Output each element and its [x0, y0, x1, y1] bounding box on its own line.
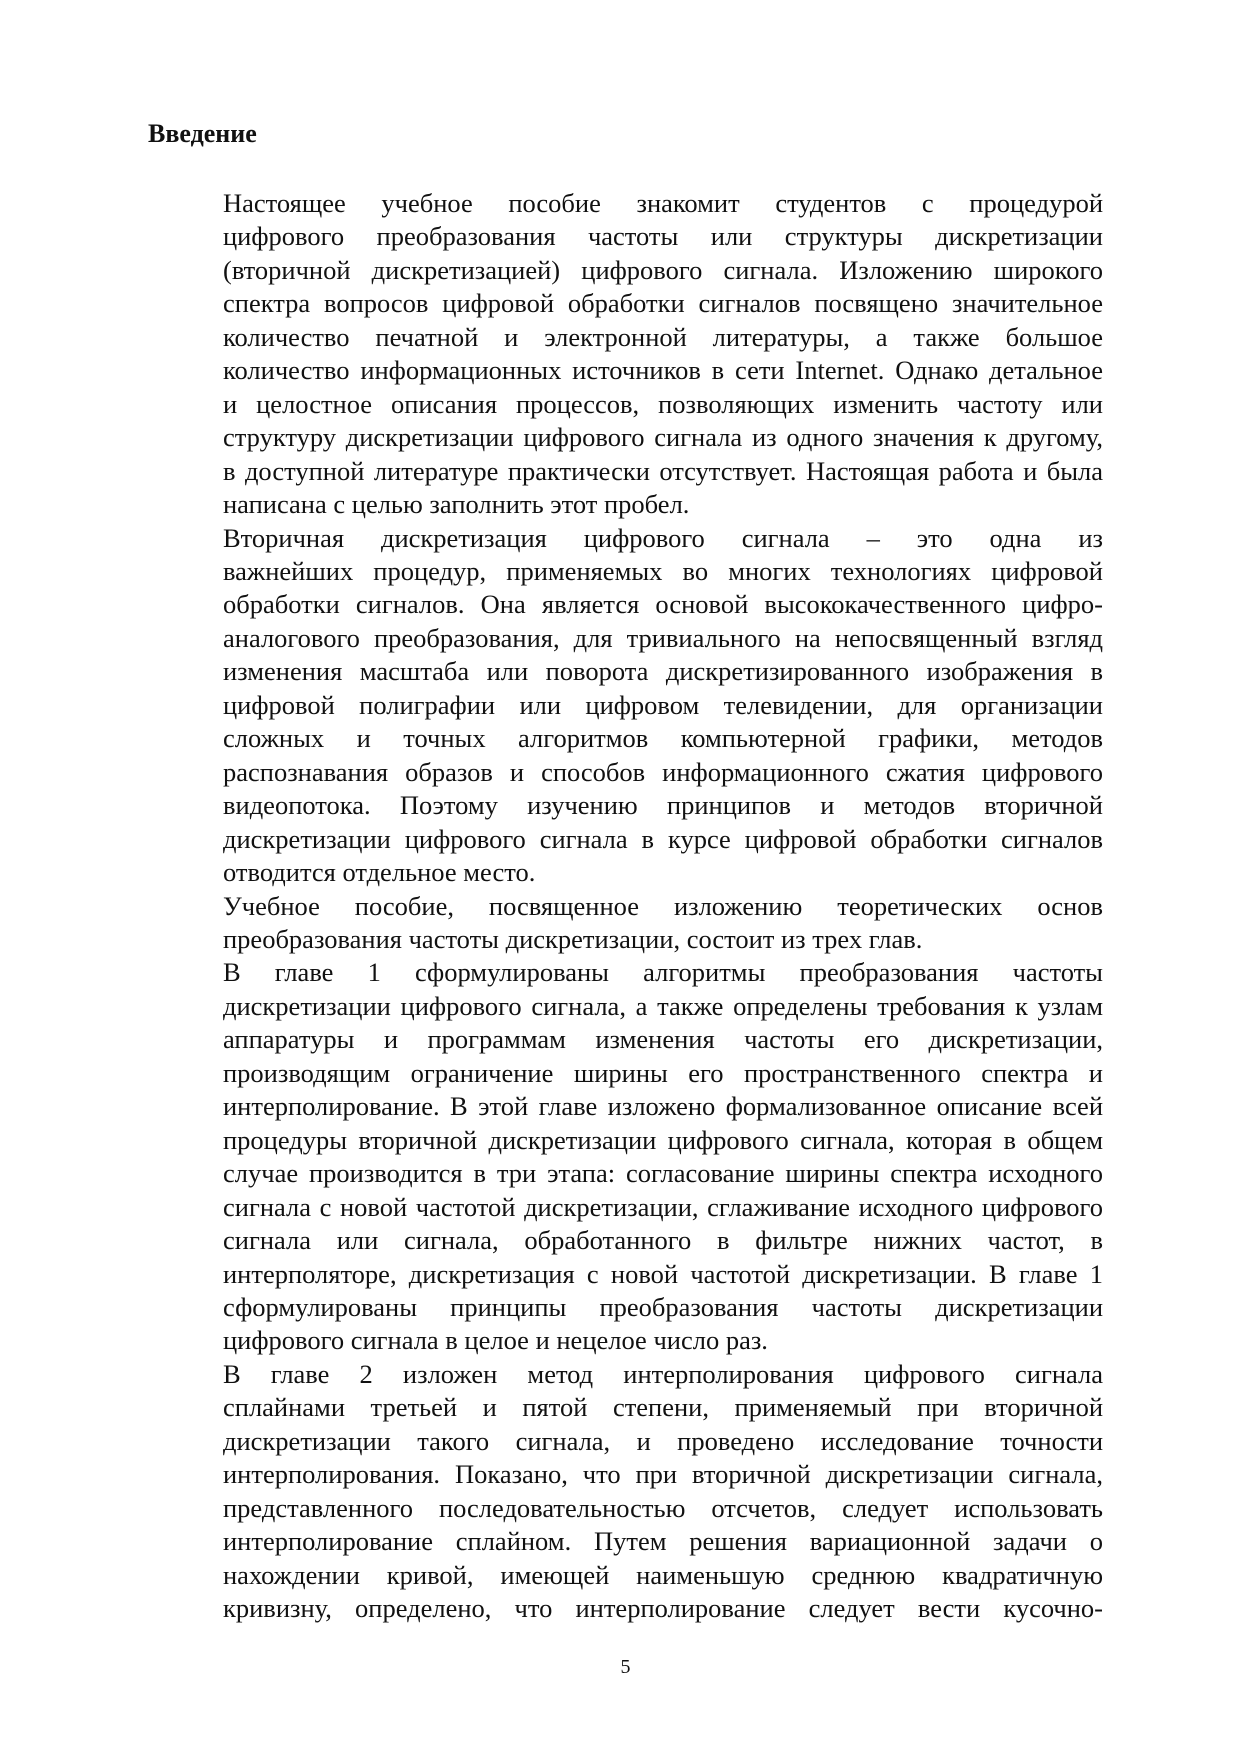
text-line: дискретизации цифрового сигнала в курсе цифровой обработки сигналов [223, 823, 1103, 854]
text-line: спектра вопросов цифровой обработки сигналов посвящено значительное [223, 288, 1103, 319]
text-line: Вторичная дискретизация цифрового сигнала – это одна из [223, 522, 1103, 553]
text-line: сигнала или сигнала, обработанного в фильтре нижних частот, в [223, 1225, 1103, 1256]
text-line: процедуры вторичной дискретизации цифрового сигнала, которая в общем [223, 1124, 1103, 1155]
text-line: производящим ограничение ширины его пространственного спектра и [223, 1057, 1103, 1088]
text-line: нахождении кривой, имеющей наименьшую среднюю квадратичную [223, 1559, 1103, 1590]
text-line: написана с целью заполнить этот пробел. [223, 489, 690, 520]
text-line: случае производится в три этапа: согласование ширины спектра исходного [223, 1158, 1103, 1189]
text-line: представленного последовательностью отсчетов, следует использовать [223, 1492, 1103, 1523]
text-line: количество печатной и электронной литературы, а также большое [223, 321, 1103, 352]
text-line: количество информационных источников в сети Internet. Однако детальное [223, 355, 1103, 386]
text-line: интерполирование сплайном. Путем решения вариационной задачи о [223, 1526, 1103, 1557]
text-line: структуру дискретизации цифрового сигнала из одного значения к другому, [223, 422, 1103, 453]
paragraph [148, 1358, 1103, 1626]
text-line: распознавания образов и способов информационного сжатия цифрового [223, 756, 1103, 787]
paragraph [148, 890, 1103, 957]
text-line: В главе 1 сформулированы алгоритмы преобразования частоты [223, 957, 1103, 988]
text-line: аналогового преобразования, для тривиального на непосвященный взгляд [223, 622, 1103, 653]
text-line: и целостное описания процессов, позволяющих изменить частоту или [223, 388, 1103, 419]
text-line: видеопотока. Поэтому изучению принципов и методов вторичной [223, 790, 1103, 821]
section-heading: Введение [148, 119, 257, 148]
text-line: Настоящее учебное пособие знакомит студентов с процедурой [223, 188, 1103, 218]
text-line: аппаратуры и программам изменения частоты его дискретизации, [223, 1024, 1103, 1055]
text-line: изменения масштаба или поворота дискретизированного изображения в [223, 656, 1103, 687]
text-line: в доступной литературе практически отсутствует. Настоящая работа и была [223, 455, 1103, 486]
paragraph [148, 522, 1103, 890]
text-line: цифрового преобразования частоты или структуры дискретизации [223, 221, 1103, 252]
text-line: интерполирование. В этой главе изложено формализованное описание всей [223, 1091, 1103, 1122]
text-line: В главе 2 изложен метод интерполирования цифрового сигнала [223, 1358, 1103, 1389]
text-line: интерполяторе, дискретизация с новой частотой дискретизации. В главе 1 [223, 1258, 1103, 1289]
body-text [148, 187, 1103, 1625]
page-number: 5 [620, 1656, 631, 1678]
paragraph [148, 187, 1103, 522]
text-line: сигнала с новой частотой дискретизации, сглаживание исходного цифрового [223, 1191, 1103, 1222]
document-page [148, 0, 1103, 1754]
text-line: цифровой полиграфии или цифровом телевидении, для организации [223, 689, 1103, 720]
text-line: Учебное пособие, посвященное изложению теоретических основ [223, 890, 1103, 921]
text-line: кривизну, определено, что интерполирование следует вести кусочно- [223, 1593, 1103, 1624]
text-line: (вторичной дискретизацией) цифрового сигнала. Изложению широкого [223, 254, 1103, 285]
text-line: интерполирования. Показано, что при вторичной дискретизации сигнала, [223, 1459, 1103, 1490]
text-line: дискретизации цифрового сигнала, а также определены требования к узлам [223, 990, 1103, 1021]
text-line: сформулированы принципы преобразования частоты дискретизации [223, 1291, 1103, 1322]
text-line: обработки сигналов. Она является основой высококачественного цифро- [223, 589, 1103, 620]
text-line: важнейших процедур, применяемых во многих технологиях цифровой [223, 555, 1103, 586]
text-line: отводится отдельное место. [223, 857, 536, 888]
text-line: цифрового сигнала в целое и нецелое число раз. [223, 1325, 768, 1356]
text-line: сложных и точных алгоритмов компьютерной графики, методов [223, 723, 1103, 754]
text-line: сплайнами третьей и пятой степени, применяемый при вторичной [223, 1392, 1103, 1423]
paragraph [148, 956, 1103, 1357]
text-line: преобразования частоты дискретизации, состоит из трех глав. [223, 923, 923, 954]
text-line: дискретизации такого сигнала, и проведено исследование точности [223, 1425, 1103, 1456]
